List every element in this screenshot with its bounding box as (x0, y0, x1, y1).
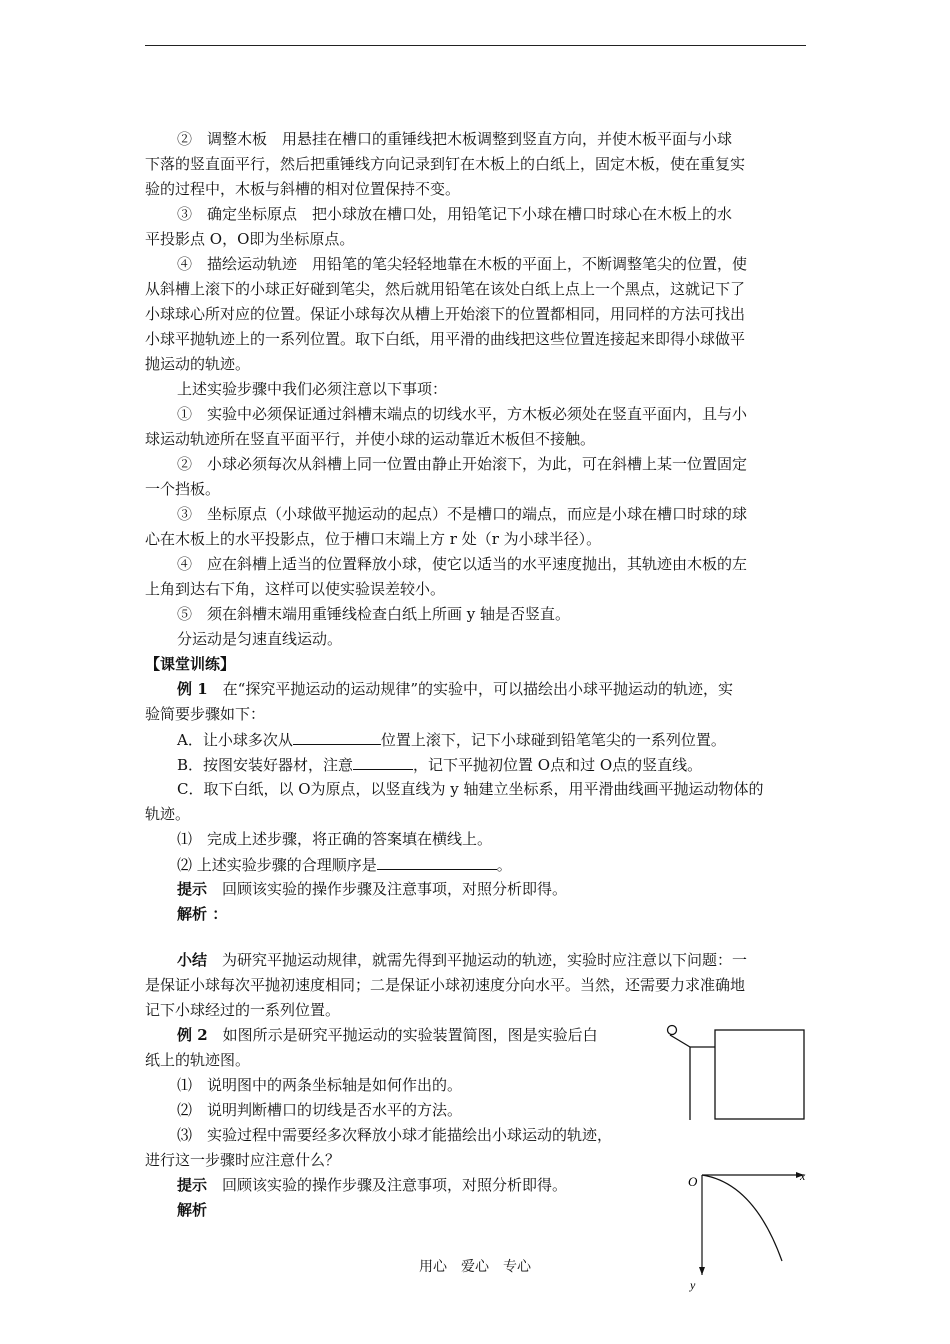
example-1-step-b (177, 752, 702, 778)
step-4-line-5: 抛运动的轨迹。 (145, 355, 251, 373)
summary-line-1 (177, 948, 747, 973)
step-4-line-4: 小球平抛轨迹上的一系列位置。取下白纸，用平滑的曲线把这些位置连接起来即得小球做平 (145, 330, 746, 348)
page-footer: 用心 爱心 专心 (419, 1259, 531, 1275)
step-a-post: 位置上滚下，记下小球碰到铅笔笔尖的一系列位置。 (380, 731, 726, 749)
apparatus-diagram (660, 1022, 810, 1122)
answer-blank-a[interactable] (293, 727, 381, 745)
summary-label: 小结 (177, 951, 208, 969)
note-3-line-1: ③ 坐标原点（小球做平抛运动的起点）不是槽口的端点，而应是小球在槽口时球的球 (177, 505, 748, 523)
step-b-pre: B．按图安装好器材，注意 (177, 756, 354, 774)
answer-blank-order[interactable] (377, 852, 497, 870)
step-3-line-2: 平投影点 O，O即为坐标原点。 (145, 230, 355, 248)
example-1-step-a (177, 727, 726, 753)
chute-line (670, 1035, 690, 1047)
example-2-question-3-cont: 进行这一步骤时应注意什么？ (145, 1151, 341, 1169)
note-2-line-1: ② 小球必须每次从斜槽上同一位置由静止开始滚下，为此，可在斜槽上某一位置固定 (177, 455, 748, 473)
example-1-question-1: ⑴ 完成上述步骤，将正确的答案填在横线上。 (177, 830, 493, 848)
note-6: 分运动是匀速直线运动。 (177, 630, 343, 648)
note-1-line-1: ① 实验中必须保证通过斜槽末端点的切线水平，方木板必须处在竖直平面内，且与小 (177, 405, 748, 423)
ball-icon (668, 1026, 677, 1035)
step-4-line-2: 从斜槽上滚下的小球正好碰到笔尖，然后就用铅笔在该处白纸上点上一个黑点，这就记下了 (145, 280, 746, 298)
step-4-line-3: 小球球心所对应的位置。保证小球每次从槽上开始滚下的位置都相同，用同样的方法可找出 (145, 305, 746, 323)
note-3-line-2: 心在木板上的水平投影点，位于槽口末端上方 r 处（r 为小球半径）。 (145, 530, 602, 548)
example-1-line-2: 验简要步骤如下： (145, 705, 266, 723)
example-1-line-1 (177, 677, 733, 702)
step-2-line-2: 下落的竖直面平行，然后把重锤线方向记录到钉在木板上的白纸上，固定木板，使在重复实 (145, 155, 746, 173)
step-a-pre: A．让小球多次从 (177, 731, 293, 749)
summary-line-2: 是保证小球每次平抛初速度相同；二是保证小球初速度分向水平。当然，还需要力求准确地 (145, 976, 746, 994)
x-axis-label: x (800, 1169, 806, 1183)
trajectory-curve (702, 1175, 782, 1261)
question-2-pre: ⑵ 上述实验步骤的合理顺序是 (177, 856, 377, 874)
section-title: 【课堂训练】 (145, 655, 236, 673)
origin-label: O (688, 1174, 698, 1189)
notes-intro: 上述实验步骤中我们必须注意以下事项： (177, 380, 448, 398)
note-2-line-2: 一个挡板。 (145, 480, 221, 498)
question-2-post: 。 (496, 856, 512, 874)
note-4-line-2: 上角到达右下角，这样可以使实验误差较小。 (145, 580, 446, 598)
example-1-step-c-line-1: C．取下白纸，以 O为原点，以竖直线为 y 轴建立坐标系，用平滑曲线画平抛运动物体的 (177, 780, 764, 798)
header-rule (145, 45, 806, 46)
example-2-question-3: ⑶ 实验过程中需要经多次释放小球才能描绘出小球运动的轨迹， (177, 1126, 613, 1144)
example-1-step-c-line-2: 轨迹。 (145, 805, 191, 823)
note-5: ⑤ 须在斜槽末端用重锤线检查白纸上所画 y 轴是否竖直。 (177, 605, 571, 623)
example-1-text: 在“探究平抛运动的运动规律”的实验中，可以描绘出小球平抛运动的轨迹，实 (207, 680, 734, 698)
example-2-line-2: 纸上的轨迹图。 (145, 1051, 251, 1069)
hint-text-2: 回顾该实验的操作步骤及注意事项，对照分析即得。 (207, 1176, 568, 1194)
example-1-hint (177, 877, 567, 902)
example-1-question-2 (177, 852, 512, 878)
answer-blank-b[interactable] (353, 752, 413, 770)
example-2-question-1: ⑴ 说明图中的两条坐标轴是如何作出的。 (177, 1076, 463, 1094)
step-4-line-1: ④ 描绘运动轨迹 用铅笔的笔尖轻轻地靠在木板的平面上，不断调整笔尖的位置，使 (177, 255, 748, 273)
note-4-line-1: ④ 应在斜槽上适当的位置释放小球，使它以适当的水平速度抛出，其轨迹由木板的左 (177, 555, 748, 573)
example-1-answer-label: 解析 ： (177, 905, 228, 923)
example-2-hint (177, 1173, 567, 1198)
example-2-answer-label: 解析 (177, 1201, 208, 1219)
example-2-question-2: ⑵ 说明判断槽口的切线是否水平的方法。 (177, 1101, 463, 1119)
example-2-line-1 (177, 1023, 598, 1048)
step-2-line-3: 验的过程中，木板与斜槽的相对位置保持不变。 (145, 180, 461, 198)
step-b-post: ，记下平抛初位置 O点和过 O点的竖直线。 (413, 756, 703, 774)
step-2-line-1: ② 调整木板 用悬挂在槽口的重锤线把木板调整到竖直方向，并使木板平面与小球 (177, 130, 733, 148)
board-rect (715, 1030, 804, 1119)
note-1-line-2: 球运动轨迹所在竖直平面平行，并使小球的运动靠近木板但不接触。 (145, 430, 596, 448)
example-1-label: 例 1 (177, 680, 208, 698)
hint-label: 提示 (177, 880, 208, 898)
y-axis-label: y (690, 1278, 696, 1292)
hint-label-2: 提示 (177, 1176, 208, 1194)
summary-text: 为研究平抛运动规律，就需先得到平抛运动的轨迹，实验时应注意以下问题：一 (207, 951, 748, 969)
step-3-line-1: ③ 确定坐标原点 把小球放在槽口处，用铅笔记下小球在槽口时球心在木板上的水 (177, 205, 733, 223)
summary-line-3: 记下小球经过的一系列位置。 (145, 1001, 341, 1019)
example-2-text: 如图所示是研究平抛运动的实验装置简图，图是实验后白 (207, 1026, 598, 1044)
hint-text: 回顾该实验的操作步骤及注意事项，对照分析即得。 (207, 880, 568, 898)
example-2-label: 例 2 (177, 1026, 208, 1044)
